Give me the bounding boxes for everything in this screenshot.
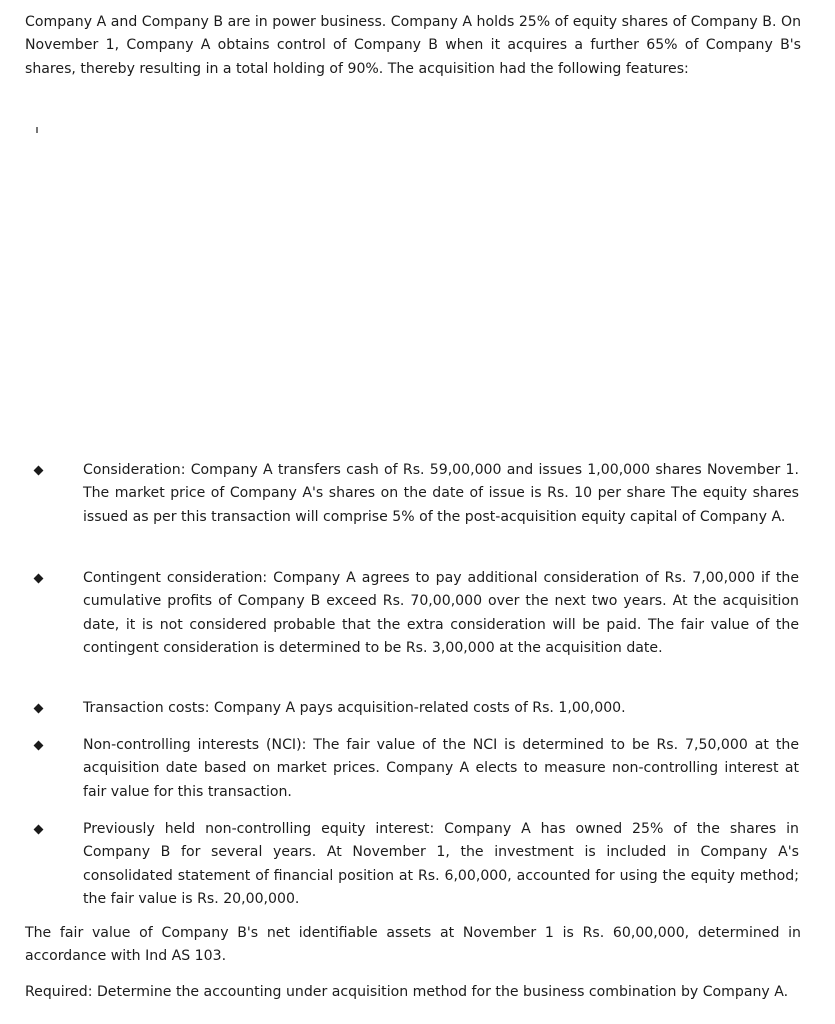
- diamond-bullet-icon: [34, 574, 44, 584]
- fair-value-paragraph: The fair value of Company B's net identifiable assets at November 1 is Rs. 60,00,000, determined in accordance with Ind AS 103.: [25, 925, 801, 965]
- list-item-text: Contingent consideration: Company A agrees to pay additional consideration of Rs. 7,00,000 if the cumulative profits of Company B exceed Rs. 70,00,000 over the next two years. At the acquisition date, it is not considered probable that the extra consideration will be paid. The fair value of the contingent consideration is determined to be Rs. 3,00,000 at the acquisition date.: [83, 570, 799, 656]
- diamond-bullet-icon: [34, 466, 44, 476]
- list-item-text: Non-controlling interests (NCI): The fair value of the NCI is determined to be Rs. 7,50,000 at the acquisition date based on market prices. Company A elects to measure non-controlling interest at fair value for this transaction.: [83, 737, 799, 800]
- list-item-text: Transaction costs: Company A pays acquisition-related costs of Rs. 1,00,000.: [83, 700, 626, 716]
- diamond-bullet-icon: [34, 741, 44, 751]
- list-item-text: Previously held non-controlling equity interest: Company A has owned 25% of the shares in Company B for several years. At November 1, the investment is included in Company A's consolidated statement of financial position at Rs. 6,00,000, accounted for using the equity method; the fair value is Rs. 20,00,000.: [83, 821, 799, 907]
- list-item-text: Consideration: Company A transfers cash of Rs. 59,00,000 and issues 1,00,000 shares November 1. The market price of Company A's shares on the date of issue is Rs. 10 per share The equity shares issued as per this transaction will comprise 5% of the post-acquisition equity capital of Company A.: [83, 462, 799, 525]
- intro-paragraph: Company A and Company B are in power business. Company A holds 25% of equity shares of Company B. On November 1, Company A obtains control of Company B when it acquires a further 65% of Company B's shares, thereby resulting in a total holding of 90%. The acquisition had the following features:: [25, 14, 801, 77]
- stray-mark: [36, 127, 38, 133]
- diamond-bullet-icon: [34, 825, 44, 835]
- required-paragraph: Required: Determine the accounting under acquisition method for the business combination by Company A.: [25, 984, 789, 1000]
- diamond-bullet-icon: [34, 704, 44, 714]
